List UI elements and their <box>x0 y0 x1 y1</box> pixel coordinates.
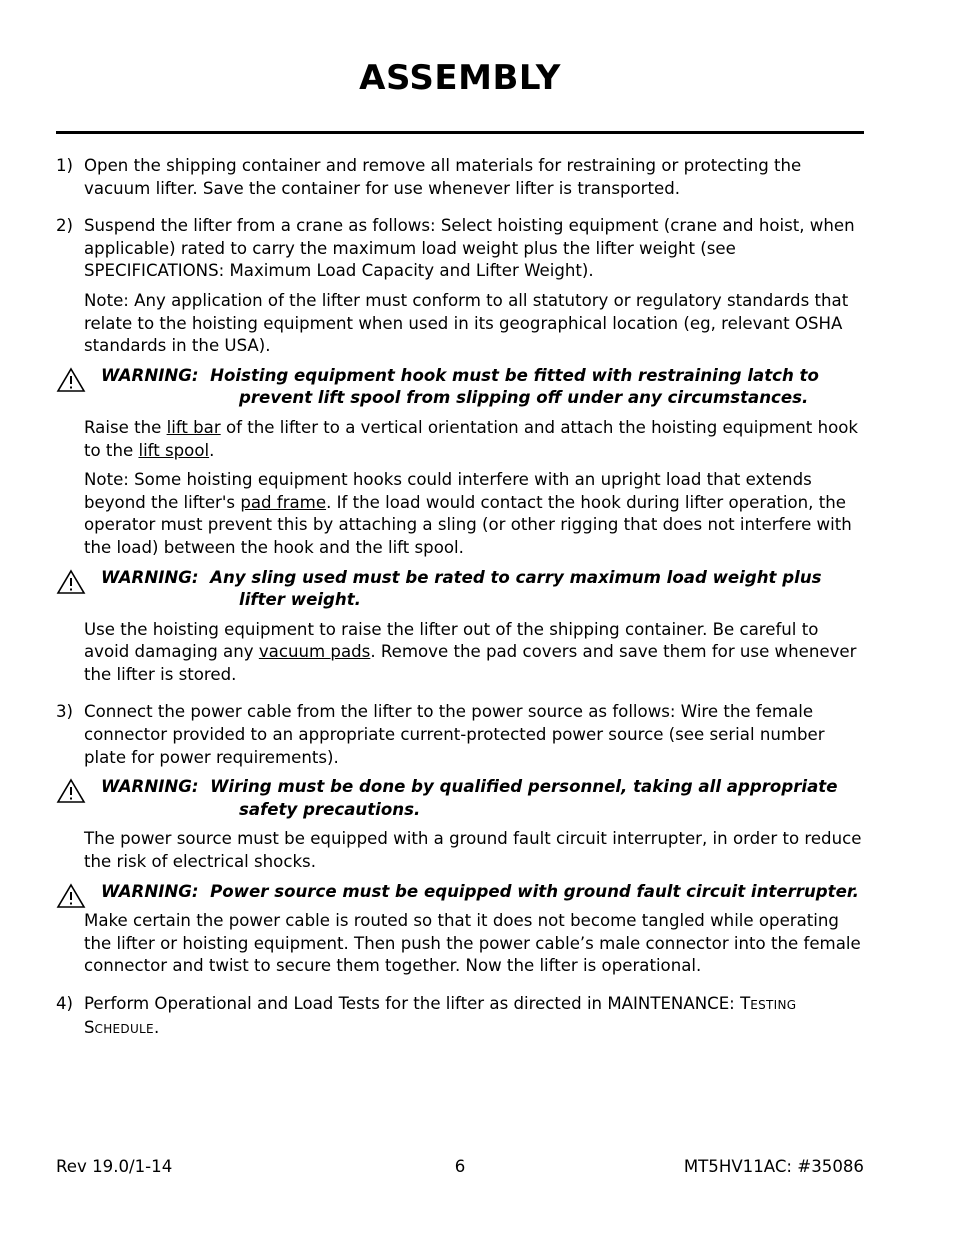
warning-triangle-icon <box>56 883 86 909</box>
warning-triangle-icon <box>56 778 86 804</box>
page-title: ASSEMBLY <box>359 58 561 98</box>
use-paragraph <box>84 619 868 687</box>
document-id: MT5HV11AC: #35086 <box>683 1157 864 1176</box>
warning-label: WARNING: <box>101 777 199 797</box>
step-text <box>84 993 868 1040</box>
warning-text: Hoisting equipment hook must be fitted with restraining latch to <box>210 365 819 385</box>
warning-callout <box>56 567 868 612</box>
text-run: Use the hoisting equipment to raise the lifter out of the shipping container. Be careful to avoid damaging any <box>84 619 819 662</box>
warning-label: WARNING: <box>101 881 199 901</box>
title-rule <box>56 131 864 134</box>
assembly-steps <box>56 155 868 1040</box>
text-run: CHEDULE <box>94 1021 154 1036</box>
vacuum-pads-term: vacuum pads <box>258 642 371 662</box>
step-3 <box>56 701 868 769</box>
warning-text: Any sling used must be rated to carry maximum load weight plus <box>210 567 822 587</box>
text-run: S <box>84 1017 95 1037</box>
step-2 <box>56 215 868 358</box>
step-1 <box>56 155 868 200</box>
text-run: ESTING <box>750 998 797 1012</box>
step-number: 4) <box>56 994 74 1013</box>
routing-paragraph: Make certain the power cable is routed so that it does not become tangled while operating the lifter or hoisting equipment. Then push the power cable’s male connector into the female connector and twist to secure them together. Now the lifter is operational. <box>84 911 861 976</box>
warning-label: WARNING: <box>101 365 199 385</box>
warning-text-continued: lifter weight. <box>239 590 361 610</box>
page-number: 6 <box>454 1157 466 1176</box>
warning-callout <box>56 365 868 410</box>
step-3-power <box>56 828 868 873</box>
step-text: Connect the power cable from the lifter to the power source as follows: Wire the female connector provided to an appropriate current-protected power source (see serial number plate for power requirements). <box>84 702 825 767</box>
text-run: . If the load would contact the hook during lifter operation, the operator must prevent this by attaching a sling (or other rigging that does not interfere with the load) between the hook and the lift spool. <box>84 492 852 557</box>
step-2-raise <box>56 417 868 560</box>
step-text: Open the shipping container and remove all materials for restraining or protecting the vacuum lifter. Save the container for use whenever lifter is transported. <box>84 156 802 198</box>
text-run: of the lifter to a vertical orientation and attach the hoisting equipment hook to the <box>84 417 859 460</box>
power-paragraph: The power source must be equipped with a ground fault circuit interrupter, in order to reduce the risk of electrical shocks. <box>84 829 862 872</box>
step-3-routing <box>56 910 868 978</box>
note-paragraph: Note: Any application of the lifter must conform to all statutory or regulatory standards that relate to the hoisting equipment when used in its geographical location (eg, relevant OSHA standards in the USA). <box>84 290 849 356</box>
warning-callout <box>56 881 868 904</box>
step-number: 1) <box>56 156 74 175</box>
revision-label: Rev 19.0/1-14 <box>56 1157 173 1176</box>
text-run: Note: Some hoisting equipment hooks could interfere with an upright load that extends beyond the lifter's <box>84 470 812 512</box>
step-number: 2) <box>56 216 74 236</box>
page-footer <box>56 1157 864 1181</box>
lift-spool-term: lift spool <box>138 440 210 460</box>
text-run: . <box>153 1017 160 1037</box>
step-text: Suspend the lifter from a crane as follows: Select hoisting equipment (crane and hoist, when applicable) rated to carry the maximum load weight plus the lifter weight (see SPECIFICATIONS: Maximum Load Capacity and Lifter Weight). <box>84 216 855 281</box>
text-run: T <box>740 994 751 1013</box>
text-run: . <box>209 440 215 460</box>
pad-frame-term: pad frame <box>240 492 327 512</box>
warning-label: WARNING: <box>101 567 199 587</box>
text-run: Raise the <box>84 417 167 437</box>
text-run: . Remove the pad covers and save them for use whenever the lifter is stored. <box>84 642 857 684</box>
warning-text-continued: safety precautions. <box>239 799 421 819</box>
text-run: Perform Operational and Load Tests for the lifter as directed in MAINTENANCE: <box>84 994 741 1013</box>
warning-text: Power source must be equipped with ground fault circuit interrupter. <box>210 881 859 901</box>
warning-triangle-icon <box>56 569 86 595</box>
warning-triangle-icon <box>56 367 86 393</box>
warning-text-continued: prevent lift spool from slipping off under any circumstances. <box>239 388 809 408</box>
raise-paragraph <box>84 417 868 462</box>
lift-bar-term: lift bar <box>166 417 221 437</box>
step-2-use <box>56 619 868 687</box>
note-paragraph <box>84 469 868 559</box>
warning-callout <box>56 776 868 821</box>
warning-text: Wiring must be done by qualified personnel, taking all appropriate <box>210 777 838 797</box>
step-4 <box>56 993 868 1040</box>
step-number: 3) <box>56 702 74 722</box>
